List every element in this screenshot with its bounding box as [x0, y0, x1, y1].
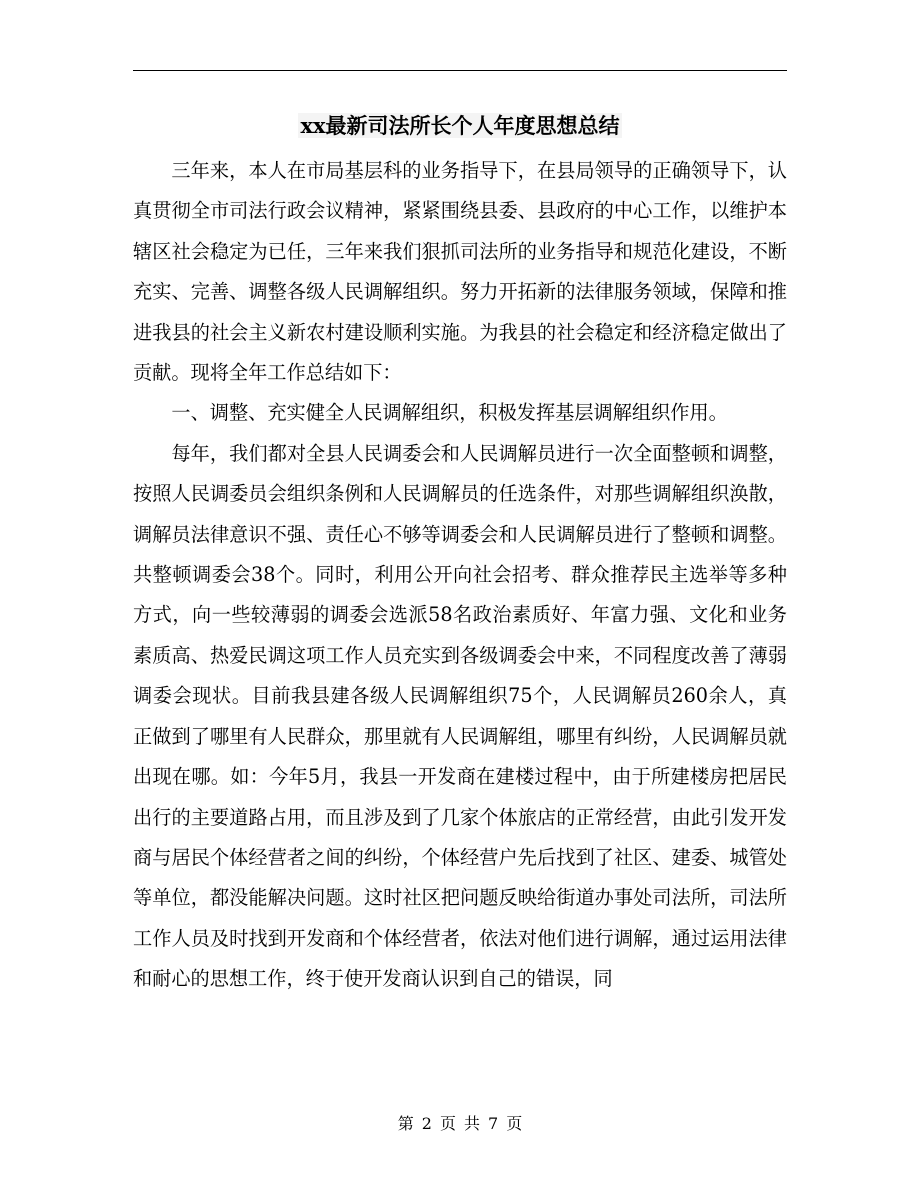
paragraph-section-heading: 一、调整、充实健全人民调解组织，积极发挥基层调解组织作用。 [171, 401, 728, 425]
footer-total-word: 共 [464, 1114, 481, 1133]
footer-page-word: 页 [439, 1114, 456, 1133]
document-title [133, 108, 787, 144]
footer-total-pages: 7 [488, 1114, 499, 1133]
document-body [133, 151, 787, 1000]
paragraph-intro: 三年来，本人在市局基层科的业务指导下，在县局领导的正确领导下，认真贯彻全市司法行政会议精神，紧紧围绕县委、县政府的中心工作，以维护本辖区社会稳定为已任，三年来我们狠抓司法所的业务指导和规范化建设，不断充实、完善、调整各级人民调解组织。努力开拓新的法律服务领域，保障和推进我县的社会主义新农村建设顺利实施。为我县的社会稳定和经济稳定做出了贡献。现将全年工作总结如下： [133, 159, 787, 385]
paragraph-details: 每年，我们都对全县人民调委会和人民调解员进行一次全面整顿和调整，按照人民调委员会组织条例和人民调解员的任选条件，对那些调解组织涣散，调解员法律意识不强、责任心不够等调委会和人民调解员进行了整顿和调整。共整顿调委会38个。同时，利用公开向社会招考、群众推荐民主选举等多种方式，向一些较薄弱的调委会选派58名政治素质好、年富力强、文化和业务素质高、热爱民调这项工作人员充实到各级调委会中来，不同程度改善了薄弱调委会现状。目前我县建各级人民调解组织75个，人民调解员260余人，真正做到了哪里有人民群众，那里就有人民调解组，哪里有纠纷，人民调解员就出现在哪。如：今年5月，我县一开发商在建楼过程中，由于所建楼房把居民出行的主要道路占用，而且涉及到了几家个体旅店的正常经营，由此引发开发商与居民个体经营者之间的纠纷，个体经营户先后找到了社区、建委、城管处等单位，都没能解决问题。这时社区把问题反映给街道办事处司法所，司法所工作人员及时找到开发商和个体经营者，依法对他们进行调解，通过运用法律和耐心的思想工作，终于使开发商认识到自己的错误，同 [133, 441, 787, 991]
header-rule [133, 70, 787, 71]
page-footer [0, 1114, 920, 1134]
document-title-text: xx最新司法所长个人年度思想总结 [300, 113, 620, 138]
footer-suffix: 页 [506, 1114, 523, 1133]
footer-prefix: 第 [397, 1114, 414, 1133]
footer-current-page: 2 [421, 1114, 432, 1133]
